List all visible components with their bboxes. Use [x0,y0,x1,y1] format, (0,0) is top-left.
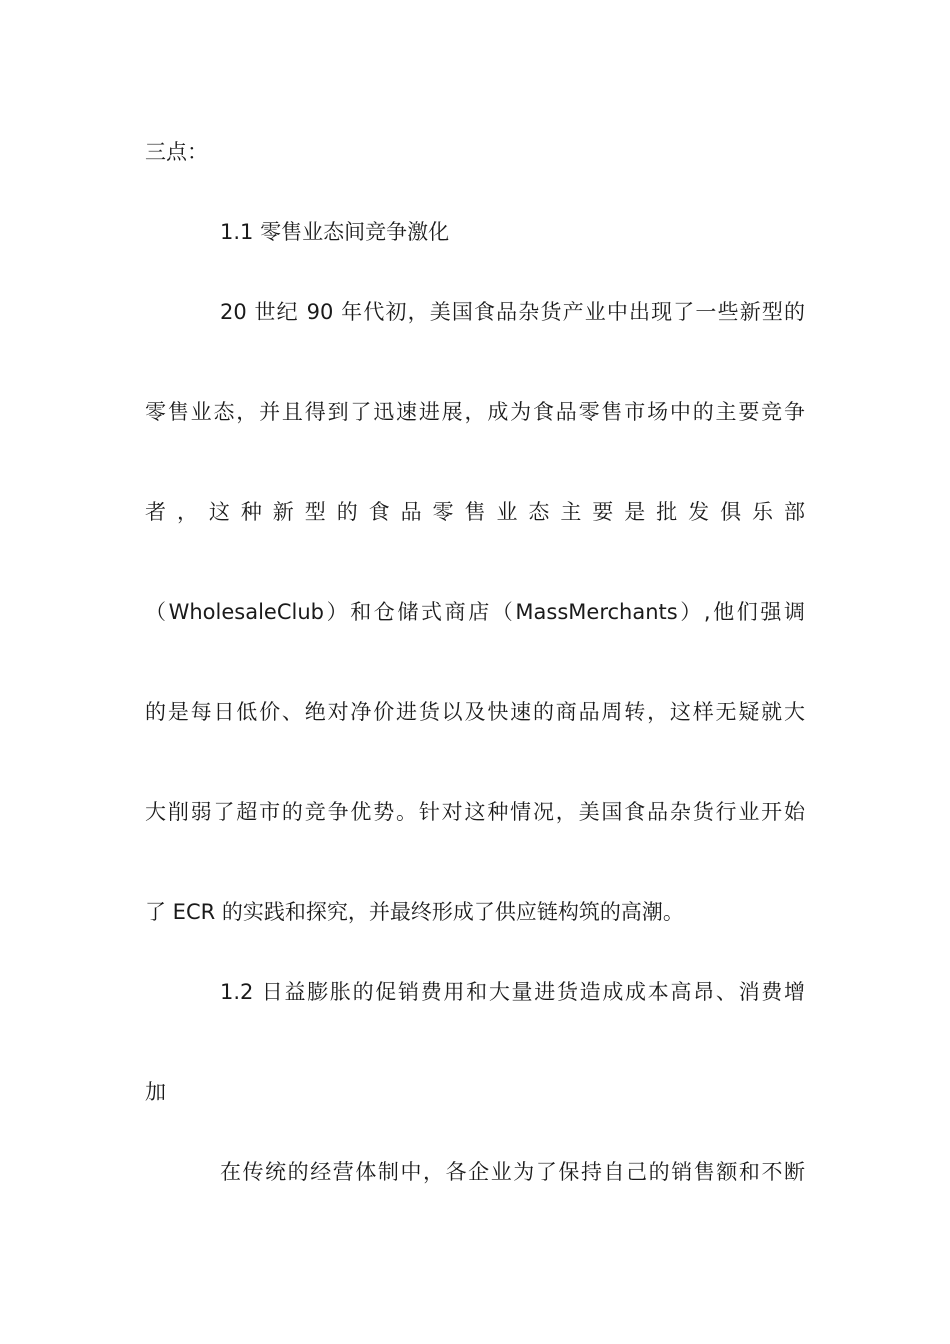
section-heading-1-2-continued: 加 [145,1080,166,1104]
paragraph-line: 大削弱了超市的竞争优势。针对这种情况，美国食品杂货行业开始 [145,800,805,824]
paragraph-line: 了 ECR 的实践和探究，并最终形成了供应链构筑的高潮。 [145,900,684,924]
section-heading-1-1: 1.1 零售业态间竞争激化 [220,220,450,244]
paragraph-line: 零售业态，并且得到了迅速进展，成为食品零售市场中的主要竞争 [145,400,805,424]
paragraph-line: （WholesaleClub）和仓储式商店（MassMerchants）,他们强调 [145,600,805,624]
paragraph-line: 者，这种新型的食品零售业态主要是批发俱乐部 [145,500,805,524]
paragraph-line: 20 世纪 90 年代初，美国食品杂货产业中出现了一些新型的 [220,300,805,324]
text-line-intro: 三点： [145,140,208,164]
paragraph-line: 在传统的经营体制中，各企业为了保持自己的销售额和不断 [220,1160,805,1184]
paragraph-line: 的是每日低价、绝对净价进货以及快速的商品周转，这样无疑就大 [145,700,805,724]
section-heading-1-2: 1.2 日益膨胀的促销费用和大量进货造成成本高昂、消费增 [220,980,805,1004]
